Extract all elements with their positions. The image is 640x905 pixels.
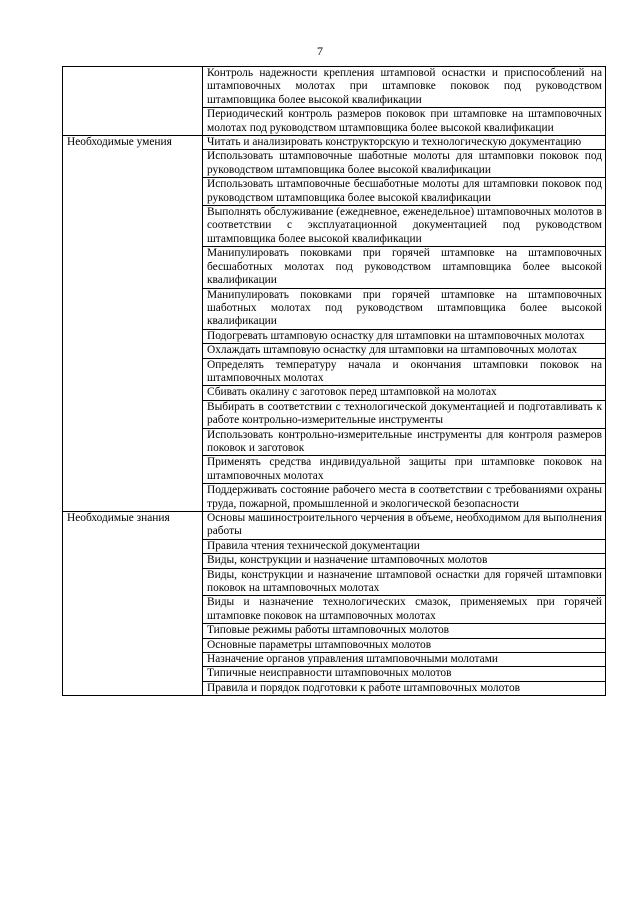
table-cell: Типовые режимы работы штамповочных молотов	[203, 624, 606, 638]
requirements-table	[62, 66, 606, 696]
section-label: Необходимые знания	[63, 512, 203, 696]
table-cell: Подогревать штамповую оснастку для штамповки на штамповочных молотах	[203, 329, 606, 343]
table-cell: Основы машиностроительного черчения в объеме, необходимом для выполнения работы	[203, 512, 606, 540]
table-cell: Манипулировать поковками при горячей штамповке на штамповочных шаботных молотах под руководством штамповщика более высокой квалификации	[203, 288, 606, 329]
table-cell: Периодический контроль размеров поковок при штамповке на штамповочных молотах под руководством штамповщика более высокой квалификации	[203, 108, 606, 136]
section-label	[63, 67, 203, 136]
table-cell: Назначение органов управления штамповочными молотами	[203, 653, 606, 667]
table-cell: Правила чтения технической документации	[203, 539, 606, 553]
table-cell: Использовать контрольно-измерительные инструменты для контроля размеров поковок и заготовок	[203, 428, 606, 456]
table-cell: Сбивать окалину с заготовок перед штамповкой на молотах	[203, 386, 606, 400]
table-cell: Манипулировать поковками при горячей штамповке на штамповочных бесшаботных молотах под руководством штамповщика более высокой квалификации	[203, 247, 606, 288]
table-cell: Виды, конструкции и назначение штамповочных молотов	[203, 554, 606, 568]
table-cell: Применять средства индивидуальной защиты при штамповке поковок на штамповочных молотах	[203, 456, 606, 484]
table-cell: Определять температуру начала и окончания штамповки поковок на штамповочных молотах	[203, 358, 606, 386]
table-cell: Охлаждать штамповую оснастку для штамповки на штамповочных молотах	[203, 344, 606, 358]
table-cell: Использовать штамповочные шаботные молоты для штамповки поковок под руководством штамповщика более высокой квалификации	[203, 150, 606, 178]
table-cell: Читать и анализировать конструкторскую и технологическую документацию	[203, 136, 606, 150]
table-cell: Типичные неисправности штамповочных молотов	[203, 667, 606, 681]
table-row	[63, 67, 606, 108]
table-cell: Виды, конструкции и назначение штамповой оснастки для горячей штамповки поковок на штамповочных молотах	[203, 568, 606, 596]
page-number: 7	[317, 44, 323, 58]
table-cell: Правила и порядок подготовки к работе штамповочных молотов	[203, 681, 606, 695]
table-row	[63, 136, 606, 150]
table-cell: Выбирать в соответствии с технологической документацией и подготавливать к работе контрольно-измерительные инструменты	[203, 400, 606, 428]
table-cell: Выполнять обслуживание (ежедневное, еженедельное) штамповочных молотов в соответствии с эксплуатационной документацией под руководством штамповщика более высокой квалификации	[203, 206, 606, 247]
section-label: Необходимые умения	[63, 136, 203, 512]
table-cell: Основные параметры штамповочных молотов	[203, 638, 606, 652]
table-cell: Контроль надежности крепления штамповой оснастки и приспособлений на штамповочных молотах при штамповке поковок под руководством штамповщика более высокой квалификации	[203, 67, 606, 108]
table-cell: Виды и назначение технологических смазок, применяемых при горячей штамповке поковок на штамповочных молотах	[203, 596, 606, 624]
table-cell: Поддерживать состояние рабочего места в соответствии с требованиями охраны труда, пожарной, промышленной и экологической безопасности	[203, 484, 606, 512]
table-cell: Использовать штамповочные бесшаботные молоты для штамповки поковок под руководством штамповщика более высокой квалификации	[203, 178, 606, 206]
table-row	[63, 512, 606, 540]
